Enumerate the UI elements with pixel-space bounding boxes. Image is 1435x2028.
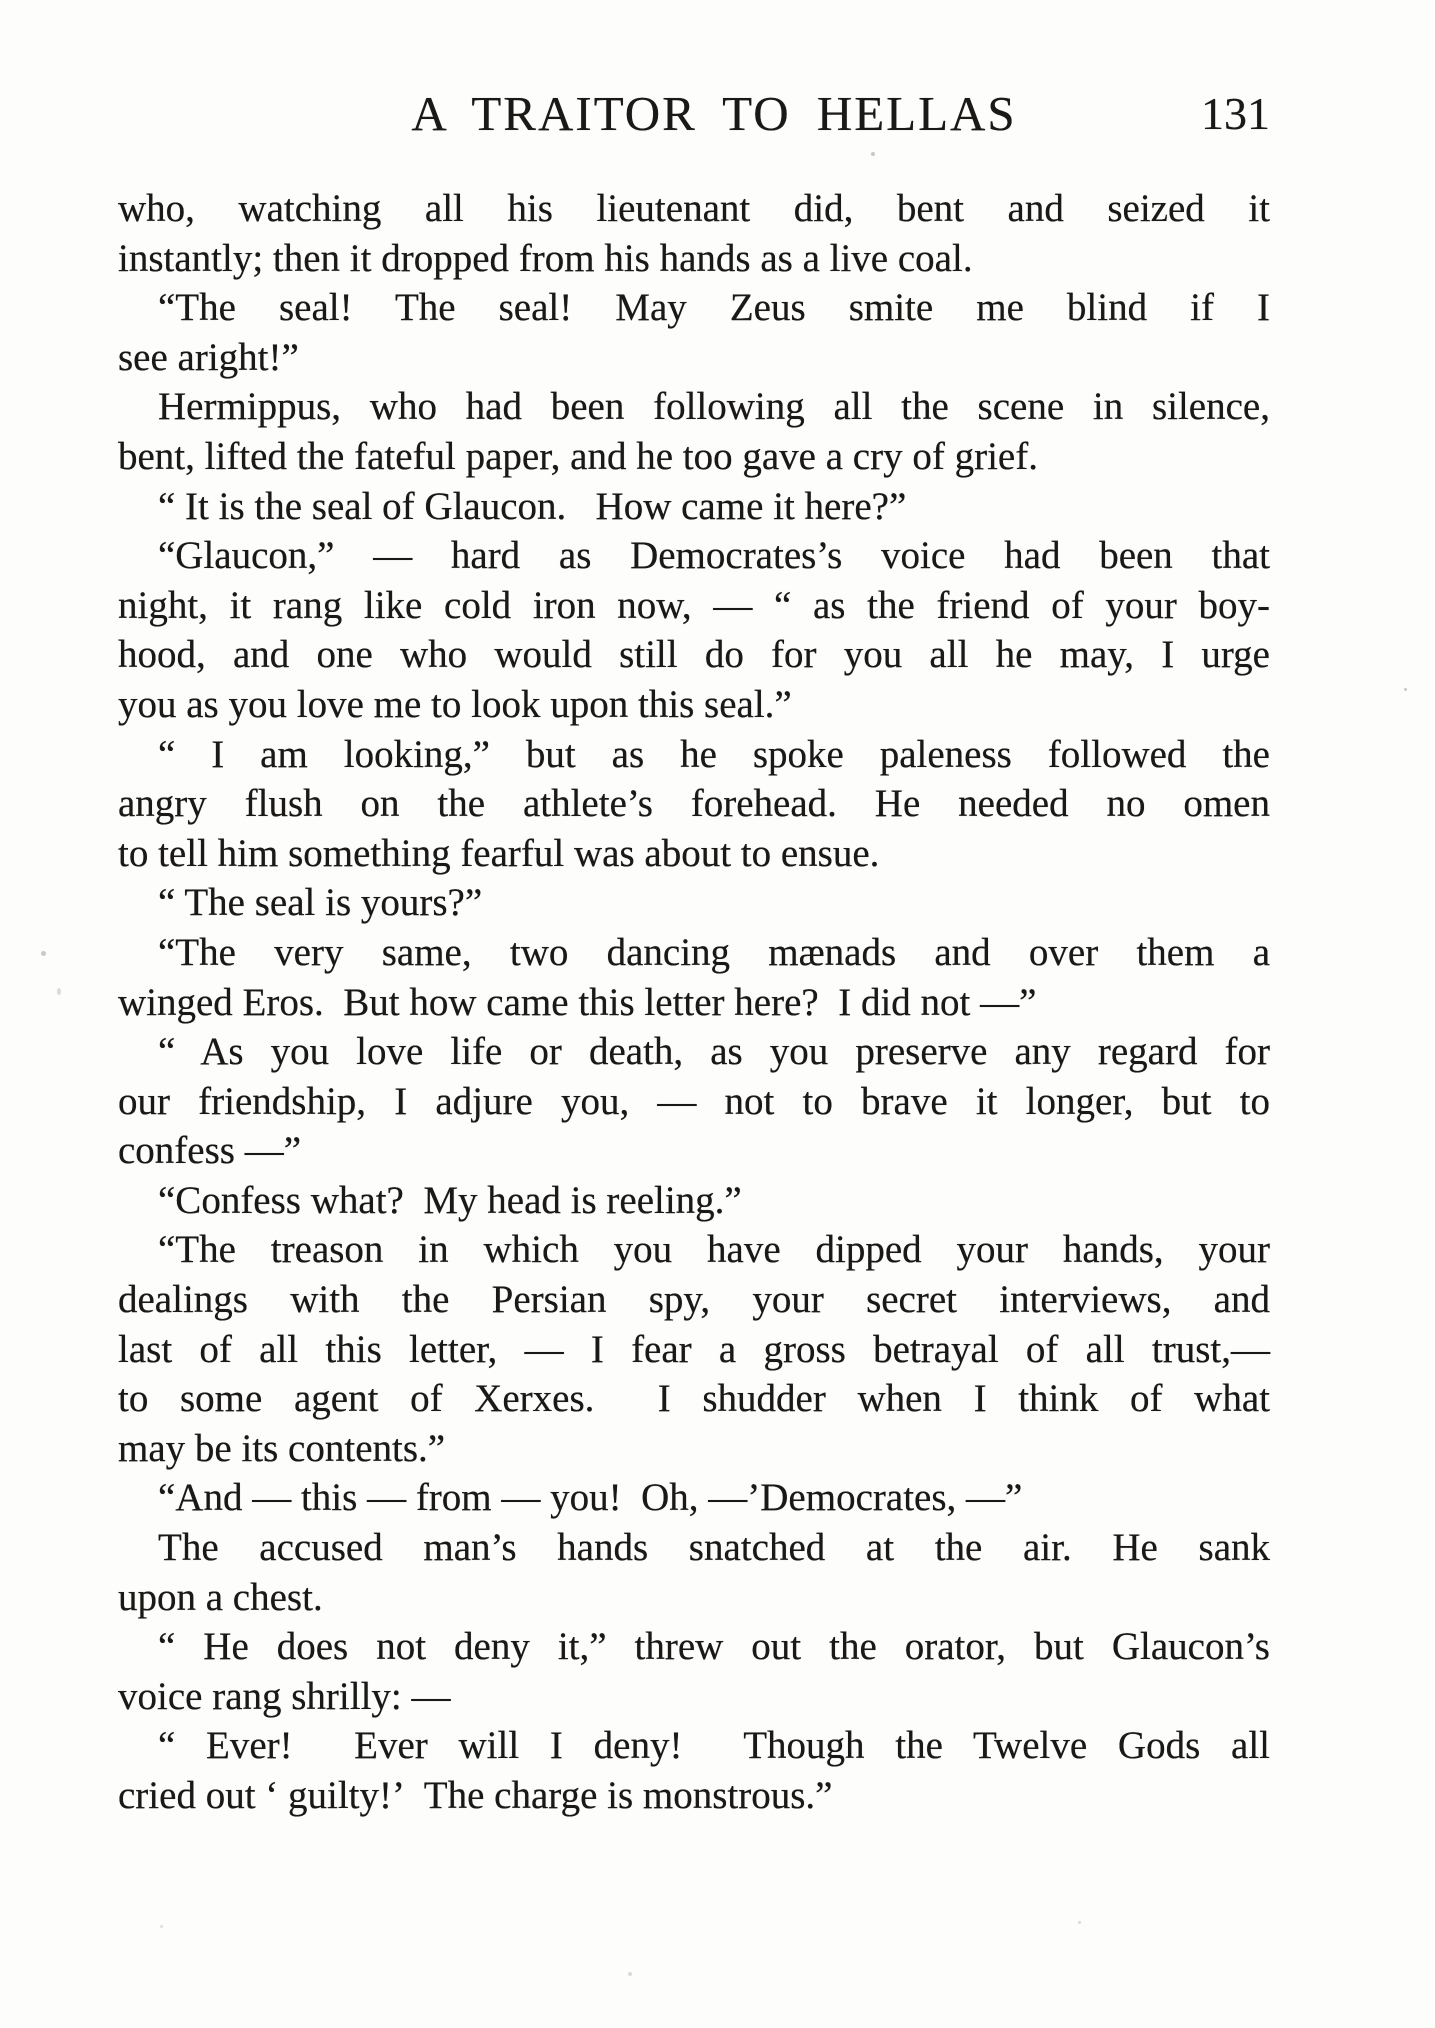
text-line: “The seal! The seal! May Zeus smite me blind if I	[158, 286, 1270, 330]
text-line: “ The seal is yours?”	[158, 881, 483, 925]
text-line: our friendship, I adjure you, — not to brave it longer, but to	[118, 1079, 1270, 1123]
text-line: may be its contents.”	[118, 1426, 446, 1470]
text-line: hood, and one who would still do for you all he may, I urge	[118, 633, 1270, 677]
body-text	[118, 184, 1270, 1821]
text-line: upon a chest.	[118, 1575, 323, 1619]
text-line: angry flush on the athlete’s forehead. He needed no omen	[118, 782, 1270, 826]
text-line: winged Eros. But how came this letter here? I did not —”	[118, 980, 1037, 1024]
text-line: “Glaucon,” — hard as Democrates’s voice had been that	[158, 534, 1270, 578]
text-line: “ Ever! Ever will I deny! Though the Twelve Gods all	[158, 1724, 1270, 1768]
scan-speck	[160, 1925, 163, 1928]
scan-speck	[1404, 688, 1407, 691]
text-line: Hermippus, who had been following all the scene in silence,	[158, 385, 1270, 429]
text-line: to tell him something fearful was about to ensue.	[118, 831, 880, 875]
text-line: bent, lifted the fateful paper, and he too gave a cry of grief.	[118, 434, 1038, 478]
text-line: dealings with the Persian spy, your secret interviews, and	[118, 1278, 1270, 1322]
text-line: “ I am looking,” but as he spoke paleness followed the	[158, 732, 1270, 776]
text-line: voice rang shrilly: —	[118, 1674, 451, 1718]
scan-speck	[628, 1972, 632, 1976]
text-line: you as you love me to look upon this seal.”	[118, 682, 792, 726]
text-line: see aright!”	[118, 335, 299, 379]
page-number: 131	[1201, 88, 1270, 139]
page-header	[118, 88, 1270, 140]
text-line: who, watching all his lieutenant did, bent and seized it	[118, 187, 1270, 230]
text-line: “The treason in which you have dipped your hands, your	[158, 1228, 1270, 1272]
text-line: last of all this letter, — I fear a gross betrayal of all trust,—	[118, 1327, 1270, 1371]
text-line: “And — this — from — you! Oh, —’Democrates, —”	[158, 1476, 1023, 1520]
text-line: confess —”	[118, 1129, 302, 1173]
text-line: night, it rang like cold iron now, — “ as the friend of your boy-	[118, 583, 1270, 627]
text-line: “ He does not deny it,” threw out the orator, but Glaucon’s	[158, 1625, 1270, 1669]
text-line: instantly; then it dropped from his hands as a live coal.	[118, 236, 973, 280]
scan-speck	[1078, 1921, 1081, 1924]
scan-speck	[57, 988, 61, 995]
text-line: “ It is the seal of Glaucon. How came it here?”	[158, 484, 907, 528]
running-title: A TRAITOR TO HELLAS	[411, 86, 1017, 141]
scan-speck	[871, 152, 875, 156]
text-line: “Confess what? My head is reeling.”	[158, 1178, 742, 1222]
text-line: “ As you love life or death, as you preserve any regard for	[158, 1030, 1270, 1074]
scan-speck	[41, 951, 46, 956]
text-line: cried out ‘ guilty!’ The charge is monstrous.”	[118, 1774, 833, 1817]
text-line: to some agent of Xerxes. I shudder when I think of what	[118, 1377, 1270, 1421]
text-line: “The very same, two dancing mænads and over them a	[158, 930, 1270, 974]
text-line: The accused man’s hands snatched at the air. He sank	[158, 1526, 1270, 1570]
